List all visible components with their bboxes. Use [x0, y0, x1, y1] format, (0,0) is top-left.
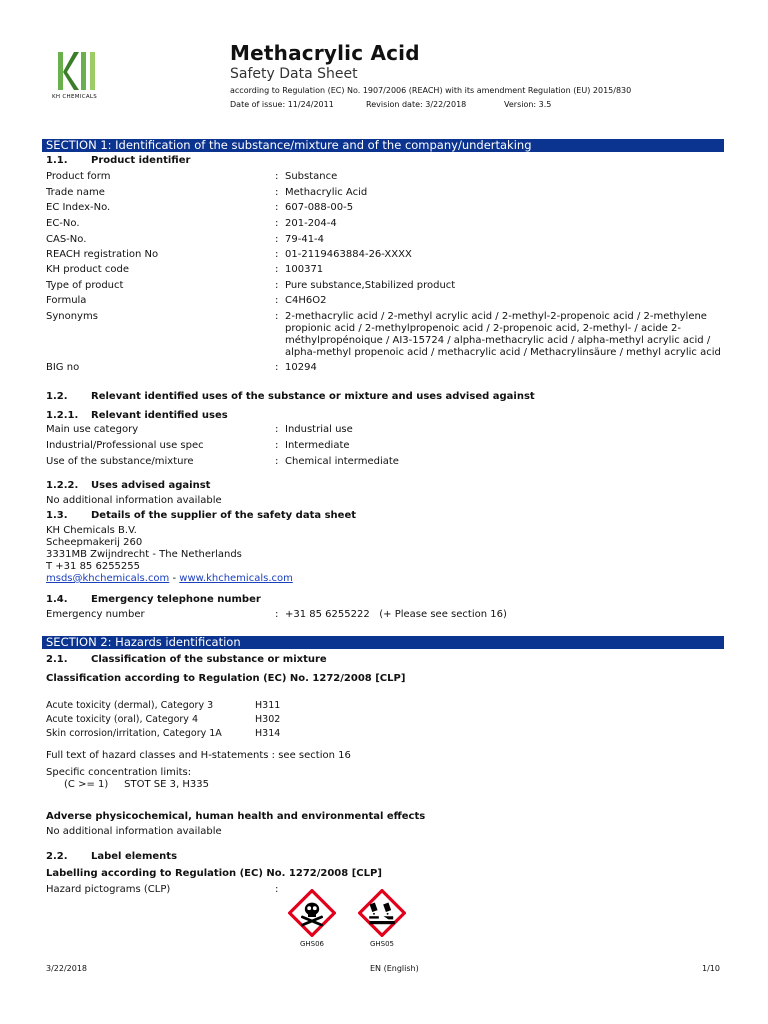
corrosion-icon: [358, 889, 406, 937]
row-trade-name: Trade name : Methacrylic Acid: [46, 187, 368, 198]
supplier-phone: T +31 85 6255255: [46, 561, 141, 572]
hazard-row: Acute toxicity (dermal), Category 3 H311: [46, 700, 281, 711]
supplier-contact: msds@khchemicals.com - www.khchemicals.com: [46, 573, 293, 584]
subsection-1-2: 1.2. Relevant identified uses of the substance or mixture and uses advised against: [46, 391, 535, 402]
row-big-no: BIG no : 10294: [46, 362, 317, 373]
supplier-street: Scheepmakerij 260: [46, 537, 143, 548]
logo-text: KH CHEMICALS: [52, 94, 98, 100]
section-2-header: SECTION 2: Hazards identification: [42, 636, 724, 649]
pictogram-code: GHS05: [369, 940, 395, 948]
email-link[interactable]: msds@khchemicals.com: [46, 573, 170, 584]
document-subtitle: Safety Data Sheet: [230, 66, 358, 82]
row-ec-index: EC Index-No. : 607-088-00-5: [46, 202, 354, 213]
row-product-form: Product form : Substance: [46, 171, 338, 182]
skull-crossbones-icon: [288, 889, 336, 937]
kh-chemicals-logo: [52, 46, 102, 106]
subsection-1-2-2: 1.2.2. Uses advised against: [46, 480, 211, 491]
uses-advised-against-text: No additional information available: [46, 495, 222, 506]
row-synonyms: Synonyms : 2-methacrylic acid / 2-methyl acrylic acid / 2-methyl-2-propenoic acid / 2-methylene propionic acid / 2-methylpropenoic acid / 2-propenoic acid, 2-methyl- / acide 2-méthylpropénoique / AI3-15724 / alpha-methacrylic acid / alpha-methyl acrylic acid / alpha-methyl propenoic acid / methacrylic acid / Methacrylinsäure / methyl acrylic acid: [46, 311, 721, 358]
revision-date: Revision date: 3/22/2018: [366, 100, 467, 109]
supplier-name: KH Chemicals B.V.: [46, 525, 137, 536]
row-reach-no: REACH registration No : 01-2119463884-26-XXXX: [46, 249, 412, 260]
row-main-use-category: Main use category : Industrial use: [46, 424, 353, 435]
row-use-spec: Industrial/Professional use spec : Intermediate: [46, 440, 350, 451]
concentration-limits-title: Specific concentration limits:: [46, 767, 192, 778]
version: Version: 3.5: [504, 100, 552, 109]
subsection-1-4: 1.4. Emergency telephone number: [46, 594, 261, 605]
clp-classification-title: Classification according to Regulation (EC) No. 1272/2008 [CLP]: [46, 673, 406, 684]
row-cas-no: CAS-No. : 79-41-4: [46, 234, 325, 245]
row-ec-no: EC-No. : 201-204-4: [46, 218, 337, 229]
section-1-header: SECTION 1: Identification of the substance/mixture and of the company/undertaking: [42, 139, 724, 152]
row-emergency-number: Emergency number : +31 85 6255222 (+ Please see section 16): [46, 609, 507, 620]
pictogram-ghs05: [358, 889, 406, 948]
labelling-title: Labelling according to Regulation (EC) No. 1272/2008 [CLP]: [46, 868, 382, 879]
website-link[interactable]: www.khchemicals.com: [179, 573, 293, 584]
subsection-2-1: 2.1. Classification of the substance or mixture: [46, 654, 327, 665]
adverse-effects-text: No additional information available: [46, 826, 222, 837]
row-type-of-product: Type of product : Pure substance,Stabilized product: [46, 280, 456, 291]
hazard-row: Acute toxicity (oral), Category 4 H302: [46, 714, 281, 725]
row-formula: Formula : C4H6O2: [46, 295, 327, 306]
pictogram-ghs06: [288, 889, 336, 948]
revision-info: [230, 100, 551, 109]
regulation-text: according to Regulation (EC) No. 1907/2006 (REACH) with its amendment Regulation (EU) 2015/830: [230, 86, 632, 95]
footer-page-number: 1/10: [702, 964, 720, 973]
subsection-1-3: 1.3. Details of the supplier of the safety data sheet: [46, 510, 357, 521]
date-of-issue: Date of issue: 11/24/2011: [230, 100, 334, 109]
row-kh-product-code: KH product code : 100371: [46, 264, 324, 275]
pictogram-code: GHS06: [299, 940, 325, 948]
supplier-city: 3331MB Zwijndrecht - The Netherlands: [46, 549, 242, 560]
subsection-1-2-1: 1.2.1. Relevant identified uses: [46, 410, 228, 421]
hazard-row: Skin corrosion/irritation, Category 1A H314: [46, 728, 281, 739]
footer-language: EN (English): [370, 964, 419, 973]
concentration-limits-value: (C >= 1) STOT SE 3, H335: [64, 779, 209, 790]
row-hazard-pictograms: Hazard pictograms (CLP) :: [46, 884, 279, 895]
adverse-effects-title: Adverse physicochemical, human health and environmental effects: [46, 811, 426, 822]
subsection-1-1: 1.1. Product identifier: [46, 155, 191, 166]
full-text-note: Full text of hazard classes and H-statements : see section 16: [46, 750, 351, 761]
row-use-of-substance: Use of the substance/mixture : Chemical intermediate: [46, 456, 399, 467]
document-title: Methacrylic Acid: [230, 41, 420, 65]
footer-date: 3/22/2018: [46, 964, 88, 973]
subsection-2-2: 2.2. Label elements: [46, 851, 178, 862]
